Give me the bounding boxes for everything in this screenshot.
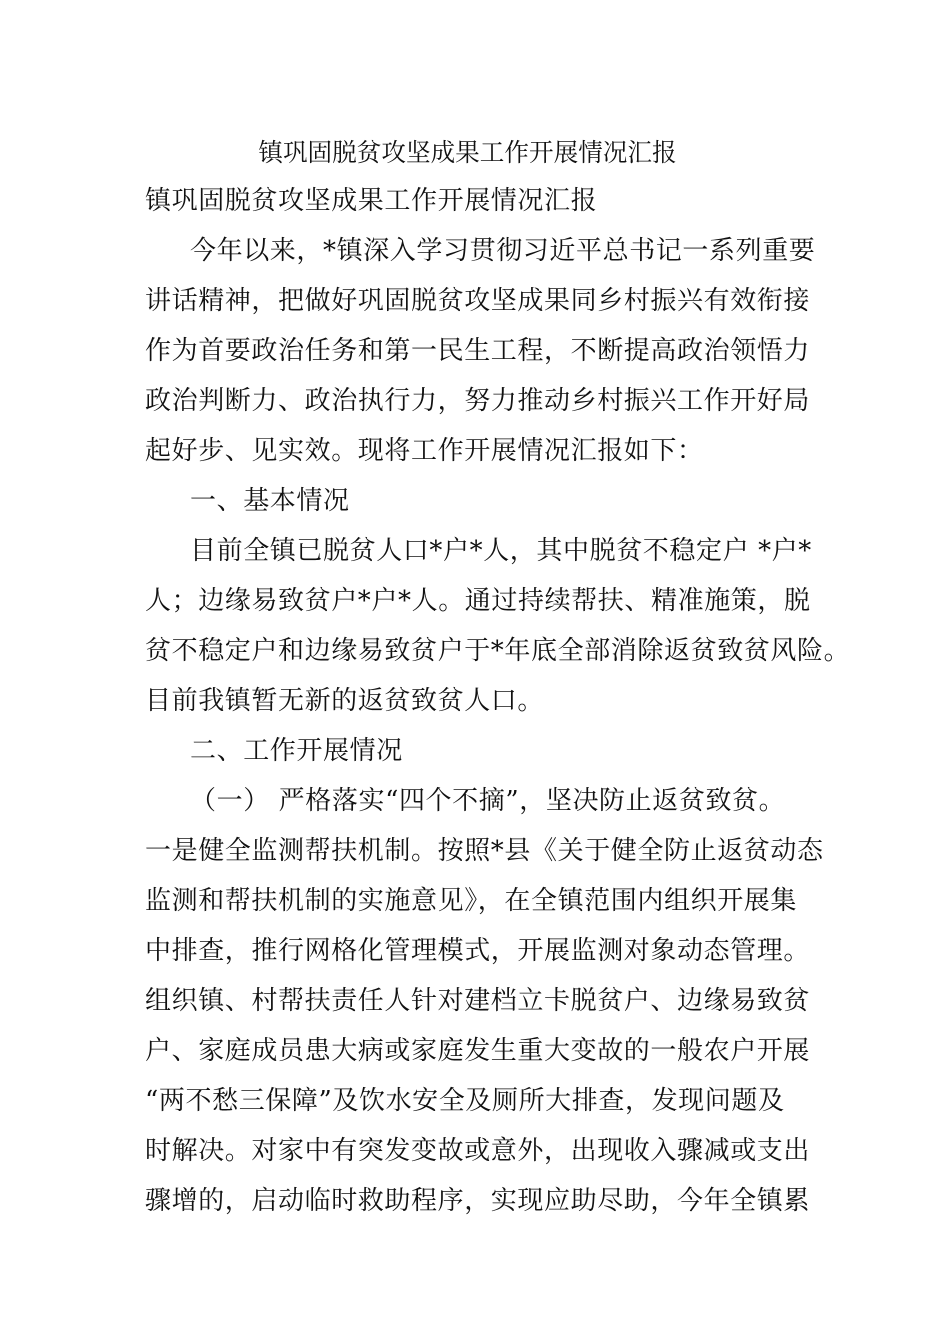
paragraph-line: 政治判断力、政治执行力，努力推动乡村振兴工作开好局 bbox=[145, 386, 811, 416]
paragraph-line: 贫不稳定户和边缘易致贫户于*年底全部消除返贫致贫风险。 bbox=[145, 636, 851, 666]
paragraph-line: 今年以来，*镇深入学习贯彻习近平总书记一系列重要 bbox=[190, 236, 816, 266]
paragraph-line: 人；边缘易致贫户*户*人。通过持续帮扶、精准施策，脱 bbox=[145, 586, 811, 616]
paragraph-line: 时解决。对家中有突发变故或意外，出现收入骤减或支出 bbox=[145, 1136, 811, 1166]
section-heading: 二、工作开展情况 bbox=[190, 736, 403, 766]
paragraph-line: 讲话精神，把做好巩固脱贫攻坚成果同乡村振兴有效衔接 bbox=[145, 286, 811, 316]
section-heading: 一、基本情况 bbox=[190, 486, 350, 516]
paragraph-line: 组织镇、村帮扶责任人针对建档立卡脱贫户、边缘易致贫 bbox=[145, 986, 811, 1016]
paragraph-line: 起好步、见实效。现将工作开展情况汇报如下： bbox=[145, 436, 704, 466]
paragraph-line: 作为首要政治任务和第一民生工程，不断提高政治领悟力 bbox=[145, 336, 811, 366]
paragraph-line: 中排查，推行网格化管理模式，开展监测对象动态管理。 bbox=[145, 936, 811, 966]
document-title: 镇巩固脱贫攻坚成果工作开展情况汇报 bbox=[258, 138, 677, 167]
paragraph-line: 一是健全监测帮扶机制。按照*县《关于健全防止返贫动态 bbox=[145, 836, 824, 866]
paragraph-line: 户、家庭成员患大病或家庭发生重大变故的一般农户开展 bbox=[145, 1036, 811, 1066]
paragraph-line: 目前我镇暂无新的返贫致贫人口。 bbox=[145, 686, 545, 716]
paragraph-line: 目前全镇已脱贫人口*户*人，其中脱贫不稳定户 *户* bbox=[190, 536, 812, 566]
paragraph-line: “两不愁三保障”及饮水安全及厕所大排查，发现问题及 bbox=[145, 1086, 785, 1116]
paragraph-line: 骤增的，启动临时救助程序，实现应助尽助，今年全镇累 bbox=[145, 1186, 811, 1216]
subsection-heading: （一） 严格落实“四个不摘”，坚决防止返贫致贫。 bbox=[190, 786, 786, 816]
paragraph-line: 监测和帮扶机制的实施意见》，在全镇范围内组织开展集 bbox=[145, 886, 798, 916]
subtitle-line: 镇巩固脱贫攻坚成果工作开展情况汇报 bbox=[145, 186, 598, 216]
